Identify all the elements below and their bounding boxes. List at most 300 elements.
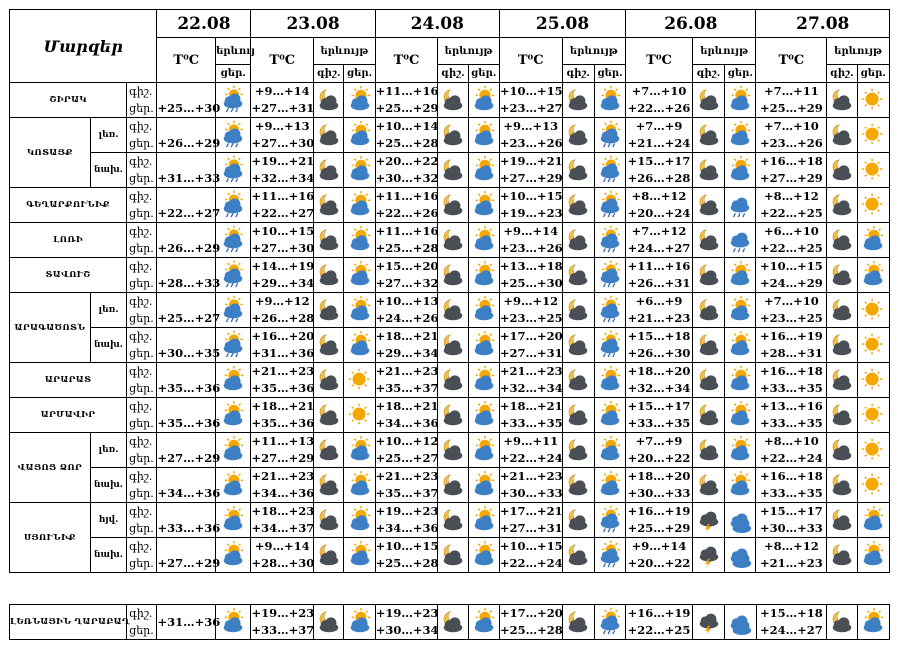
day-temp: +23…+26	[499, 241, 563, 255]
weather-icon-cell	[438, 605, 468, 640]
moon-cloud-icon	[565, 507, 591, 533]
temperature-cell	[626, 118, 693, 153]
weather-icon-cell	[827, 223, 857, 258]
sun-cloud-icon	[471, 437, 497, 463]
night-temp: +7…+9	[635, 119, 683, 133]
weather-icon-cell	[216, 468, 251, 503]
temperature-cell	[756, 605, 827, 640]
temperature-cell	[499, 433, 562, 468]
weather-icon-cell	[725, 503, 756, 538]
weather-icon-cell	[216, 363, 251, 398]
moon-cloud-icon	[565, 157, 591, 183]
sun-cloud-rain-icon	[220, 192, 246, 218]
day-temp: +30…+33	[499, 486, 563, 500]
phenomenon-header: երևույթ	[562, 38, 626, 65]
sun-cloud-icon	[727, 367, 753, 393]
time-of-day-label: գիշ. ցեր.	[127, 118, 157, 153]
weather-icon-cell	[594, 118, 625, 153]
time-of-day-label: գիշ. ցեր.	[127, 398, 157, 433]
night-temp: +15…+17	[627, 399, 691, 413]
night-temp: +19…+23	[375, 606, 439, 620]
day-temp: +25…+29	[627, 521, 691, 535]
thunderstorm-icon	[696, 542, 722, 568]
weather-icon-cell	[468, 605, 499, 640]
weather-icon-cell	[216, 398, 251, 433]
night-temp: +18…+20	[627, 469, 691, 483]
sun-cloud-icon	[347, 87, 373, 113]
moon-cloud-icon	[565, 542, 591, 568]
temperature-cell	[756, 118, 827, 153]
sun-icon	[860, 367, 886, 393]
day-temp: +27…+30	[251, 241, 315, 255]
weather-icon-cell	[438, 223, 468, 258]
day-subheader: ցեր.	[594, 65, 625, 83]
temperature-cell	[626, 223, 693, 258]
table-row	[10, 223, 890, 258]
moon-cloud-icon	[316, 122, 342, 148]
sun-cloud-icon	[597, 437, 623, 463]
weather-icon-cell	[438, 398, 468, 433]
day-temp: +19…+23	[499, 206, 563, 220]
sun-cloud-icon	[860, 507, 886, 533]
phenomenon-header: երևույթ	[438, 38, 500, 65]
sun-cloud-icon	[220, 507, 246, 533]
sun-cloud-icon	[727, 402, 753, 428]
time-of-day-label: գիշ. ցեր.	[127, 293, 157, 328]
sub-region-label: նախ.	[90, 328, 126, 363]
thunderstorm-icon	[696, 609, 722, 635]
sun-cloud-rain-icon	[597, 122, 623, 148]
moon-cloud-icon	[829, 609, 855, 635]
weather-icon-cell	[692, 118, 724, 153]
temperature-cell	[375, 605, 438, 640]
sun-cloud-rain-icon	[220, 227, 246, 253]
sun-icon	[860, 437, 886, 463]
weather-icon-cell	[692, 83, 724, 118]
sun-icon	[860, 297, 886, 323]
moon-cloud-icon	[440, 472, 466, 498]
region-name: ՍՅՈՒՆԻՔ	[10, 503, 91, 573]
weather-icon-cell	[725, 293, 756, 328]
temperature-cell	[756, 258, 827, 293]
sub-region-label: նախ.	[90, 153, 126, 188]
day-temp: +22…+24	[759, 451, 823, 465]
moon-cloud-icon	[696, 297, 722, 323]
weather-icon-cell	[857, 153, 890, 188]
temperature-cell	[756, 363, 827, 398]
night-temp: +15…+18	[760, 606, 823, 620]
moon-cloud-icon	[440, 262, 466, 288]
weather-icon-cell	[468, 538, 499, 573]
temperature-cell	[251, 258, 314, 293]
day-temp: +21…+23	[627, 311, 691, 325]
table-row	[10, 468, 890, 503]
day-temp: +24…+26	[375, 311, 439, 325]
weather-icon-cell	[725, 153, 756, 188]
temperature-cell: +28…+33	[157, 258, 216, 293]
temperature-cell	[756, 328, 827, 363]
moon-cloud-icon	[696, 87, 722, 113]
sun-cloud-icon	[727, 437, 753, 463]
weather-icon-cell	[438, 328, 468, 363]
weather-icon-cell	[725, 223, 756, 258]
weather-icon-cell	[725, 363, 756, 398]
weather-icon-cell	[562, 153, 594, 188]
sun-icon	[860, 332, 886, 358]
weather-icon-cell	[344, 83, 375, 118]
sun-icon	[860, 157, 886, 183]
region-name: ԱՐԱԳԱԾՈՏՆ	[10, 293, 91, 363]
weather-icon-cell	[216, 433, 251, 468]
weather-icon-cell	[692, 468, 724, 503]
moon-cloud-icon	[565, 87, 591, 113]
weather-icon-cell	[216, 503, 251, 538]
temperature-cell	[375, 258, 438, 293]
day-temp: +30…+33	[627, 486, 691, 500]
moon-cloud-icon	[696, 437, 722, 463]
cloud-rain-icon	[727, 227, 753, 253]
night-temp: +15…+17	[759, 504, 823, 518]
temperature-cell	[251, 118, 314, 153]
sun-cloud-rain-icon	[597, 332, 623, 358]
temperature-cell	[375, 503, 438, 538]
temperature-cell: +33…+36	[157, 503, 216, 538]
moon-cloud-icon	[829, 402, 855, 428]
temperature-cell	[756, 293, 827, 328]
night-temp: +10…+15	[375, 539, 439, 553]
sun-cloud-icon	[727, 332, 753, 358]
weather-icon-cell	[216, 153, 251, 188]
temperature-cell: +35…+36	[157, 398, 216, 433]
temperature-cell	[375, 468, 438, 503]
sun-cloud-rain-icon	[597, 262, 623, 288]
night-temp: +8…+12	[631, 189, 687, 203]
time-of-day-label: գիշ. ցեր.	[127, 188, 157, 223]
night-temp: +15…+20	[375, 259, 439, 273]
weather-icon-cell	[827, 468, 857, 503]
weather-icon-cell	[344, 328, 375, 363]
day-temp: +28…+31	[759, 346, 823, 360]
day-temp: +27…+31	[499, 521, 563, 535]
sun-cloud-rain-icon	[220, 297, 246, 323]
weather-icon-cell	[827, 83, 857, 118]
moon-cloud-icon	[316, 227, 342, 253]
temperature-cell	[375, 433, 438, 468]
night-temp: +11…+16	[375, 189, 439, 203]
temperature-cell	[756, 538, 827, 573]
day-temp: +26…+28	[251, 311, 315, 325]
sun-cloud-icon	[860, 227, 886, 253]
sun-cloud-icon	[347, 192, 373, 218]
table-row	[10, 293, 890, 328]
weather-icon-cell	[827, 153, 857, 188]
sun-cloud-icon	[220, 437, 246, 463]
weather-icon-cell	[857, 328, 890, 363]
sun-cloud-icon	[471, 472, 497, 498]
moon-cloud-icon	[316, 157, 342, 183]
weather-icon-cell	[314, 223, 344, 258]
temperature-cell: +35…+36	[157, 363, 216, 398]
region-name: ԼՈՌԻ	[10, 223, 127, 258]
day-temp: +32…+34	[499, 381, 563, 395]
sun-cloud-rain-icon	[220, 87, 246, 113]
temperature-cell	[375, 538, 438, 573]
sun-cloud-icon	[471, 87, 497, 113]
day-temp: +24…+27	[627, 241, 691, 255]
sun-cloud-icon	[471, 227, 497, 253]
sun-cloud-rain-icon	[220, 122, 246, 148]
day-temp: +25…+30	[499, 276, 563, 290]
day-temp: +22…+25	[627, 623, 691, 637]
weather-icon-cell	[827, 433, 857, 468]
weather-icon-cell	[468, 153, 499, 188]
moon-cloud-icon	[696, 472, 722, 498]
sun-cloud-rain-icon	[597, 227, 623, 253]
night-temp: +9…+11	[503, 434, 559, 448]
moon-cloud-icon	[440, 507, 466, 533]
day-temp: +23…+25	[499, 311, 563, 325]
cloud-icon	[727, 507, 753, 533]
night-temp: +8…+10	[763, 434, 819, 448]
weather-icon-cell	[468, 433, 499, 468]
day-subheader: ցեր.	[725, 65, 756, 83]
temperature-cell	[626, 538, 693, 573]
night-temp: +20…+22	[375, 154, 439, 168]
weather-icon-cell	[827, 503, 857, 538]
temperature-cell	[626, 328, 693, 363]
weather-icon-cell	[827, 328, 857, 363]
temperature-cell	[756, 433, 827, 468]
sun-cloud-icon	[347, 472, 373, 498]
time-of-day-label: գիշ. ցեր.	[127, 83, 157, 118]
moon-cloud-icon	[440, 87, 466, 113]
moon-cloud-icon	[829, 437, 855, 463]
day-temp: +22…+25	[759, 206, 823, 220]
temperature-cell	[499, 188, 562, 223]
region-name: ՏԱՎՈՒՇ	[10, 258, 127, 293]
moon-cloud-icon	[829, 262, 855, 288]
night-temp: +16…+19	[759, 329, 823, 343]
weather-icon-cell	[344, 605, 375, 640]
sun-cloud-icon	[471, 542, 497, 568]
night-temp: +11…+16	[375, 224, 439, 238]
weather-icon-cell	[344, 188, 375, 223]
temp-header: T⁰C	[375, 38, 438, 83]
sun-icon	[347, 367, 373, 393]
weather-icon-cell	[857, 468, 890, 503]
weather-icon-cell	[692, 398, 724, 433]
sun-cloud-rain-icon	[597, 507, 623, 533]
time-of-day-label: գիշ. ցեր.	[127, 223, 157, 258]
night-temp: +9…+14	[503, 224, 559, 238]
temperature-cell	[499, 363, 562, 398]
weather-icon-cell	[344, 258, 375, 293]
weather-icon-cell	[468, 293, 499, 328]
moon-cloud-icon	[696, 402, 722, 428]
weather-icon-cell	[594, 433, 625, 468]
day-temp: +27…+30	[251, 136, 315, 150]
sun-cloud-icon	[220, 472, 246, 498]
temperature-cell	[756, 153, 827, 188]
temperature-cell	[375, 153, 438, 188]
day-temp: +25…+28	[375, 556, 439, 570]
temperature-cell	[499, 258, 562, 293]
night-temp: +13…+18	[499, 259, 563, 273]
day-temp: +30…+33	[759, 521, 823, 535]
weather-icon-cell	[344, 503, 375, 538]
date-header: 22.08	[157, 10, 251, 38]
time-of-day-label: գիշ. ցեր.	[127, 258, 157, 293]
night-temp: +11…+13	[251, 434, 315, 448]
weather-icon-cell	[438, 118, 468, 153]
night-temp: +17…+20	[499, 329, 563, 343]
weather-icon-cell	[314, 398, 344, 433]
sun-icon	[860, 122, 886, 148]
temperature-cell	[626, 468, 693, 503]
day-temp: +29…+34	[375, 346, 439, 360]
weather-icon-cell	[594, 503, 625, 538]
moon-cloud-icon	[440, 192, 466, 218]
weather-icon-cell	[594, 605, 625, 640]
weather-icon-cell	[344, 433, 375, 468]
weather-icon-cell	[827, 398, 857, 433]
sun-cloud-icon	[727, 262, 753, 288]
moon-cloud-icon	[565, 402, 591, 428]
day-temp: +27…+31	[251, 101, 315, 115]
day-temp: +34…+37	[251, 521, 315, 535]
table-row	[10, 538, 890, 573]
weather-icon-cell	[438, 503, 468, 538]
night-temp: +15…+18	[627, 329, 691, 343]
weather-icon-cell	[827, 293, 857, 328]
moon-cloud-icon	[316, 332, 342, 358]
weather-icon-cell	[562, 538, 594, 573]
weather-icon-cell	[827, 605, 857, 640]
moon-cloud-icon	[440, 332, 466, 358]
time-of-day-label: գիշ. ցեր.	[127, 433, 157, 468]
night-temp: +18…+21	[499, 399, 563, 413]
region-name: ԼԵՌՆԱՅԻՆ ՂԱՐԱԲԱՂ	[10, 605, 127, 640]
weather-icon-cell	[562, 118, 594, 153]
temperature-cell: +25…+30	[157, 83, 216, 118]
sun-cloud-icon	[471, 332, 497, 358]
weather-icon-cell	[216, 258, 251, 293]
weather-icon-cell	[468, 118, 499, 153]
night-temp: +6…+10	[763, 224, 819, 238]
temperature-cell	[756, 468, 827, 503]
regions-header: Մարզեր	[10, 10, 157, 83]
sun-cloud-icon	[471, 262, 497, 288]
weather-icon-cell	[594, 83, 625, 118]
weather-icon-cell	[468, 188, 499, 223]
day-temp: +26…+31	[627, 276, 691, 290]
day-temp: +26…+28	[627, 171, 691, 185]
moon-cloud-icon	[829, 157, 855, 183]
temperature-cell: +27…+29	[157, 433, 216, 468]
weather-icon-cell	[725, 258, 756, 293]
temperature-cell	[626, 258, 693, 293]
weather-icon-cell	[314, 468, 344, 503]
sun-icon	[860, 192, 886, 218]
temperature-cell	[499, 118, 562, 153]
day-temp: +21…+23	[759, 556, 823, 570]
day-temp: +27…+29	[251, 451, 315, 465]
moon-cloud-icon	[696, 227, 722, 253]
night-temp: +10…+13	[375, 294, 439, 308]
night-temp: +16…+18	[759, 154, 823, 168]
temperature-cell	[375, 293, 438, 328]
weather-icon-cell	[344, 468, 375, 503]
weather-icon-cell	[857, 538, 890, 573]
night-temp: +16…+19	[627, 606, 691, 620]
weather-icon-cell	[692, 503, 724, 538]
temp-header: T⁰C	[157, 38, 216, 83]
phenomenon-header: երևույթ	[314, 38, 376, 65]
day-temp: +34…+36	[375, 521, 439, 535]
day-subheader: ցեր.	[468, 65, 499, 83]
weather-icon-cell	[725, 83, 756, 118]
cloud-icon	[727, 542, 753, 568]
weather-icon-cell	[594, 363, 625, 398]
date-header: 27.08	[756, 10, 890, 38]
night-temp: +10…+14	[375, 119, 439, 133]
temperature-cell	[626, 433, 693, 468]
weather-icon-cell	[725, 433, 756, 468]
night-temp: +9…+14	[631, 539, 687, 553]
weather-icon-cell	[594, 398, 625, 433]
region-name: ԱՐՄԱՎԻՐ	[10, 398, 127, 433]
weather-icon-cell	[594, 223, 625, 258]
weather-icon-cell	[594, 293, 625, 328]
temperature-cell	[499, 538, 562, 573]
weather-icon-cell	[857, 293, 890, 328]
sun-cloud-rain-icon	[220, 262, 246, 288]
day-temp: +20…+22	[627, 556, 691, 570]
day-temp: +24…+27	[760, 623, 823, 637]
weather-icon-cell	[438, 83, 468, 118]
day-temp: +33…+35	[499, 416, 563, 430]
temperature-cell	[251, 433, 314, 468]
temperature-cell	[251, 538, 314, 573]
weather-icon-cell	[857, 118, 890, 153]
moon-cloud-icon	[565, 367, 591, 393]
temperature-cell	[626, 363, 693, 398]
sun-cloud-icon	[471, 122, 497, 148]
weather-icon-cell	[468, 328, 499, 363]
weather-icon-cell	[827, 118, 857, 153]
date-header: 25.08	[499, 10, 625, 38]
moon-cloud-icon	[316, 437, 342, 463]
temperature-cell: +27…+29	[157, 538, 216, 573]
weather-icon-cell	[216, 605, 251, 640]
moon-cloud-icon	[440, 367, 466, 393]
day-temp: +27…+29	[759, 171, 823, 185]
temperature-cell	[626, 188, 693, 223]
temp-header: T⁰C	[626, 38, 693, 83]
day-temp: +34…+36	[375, 416, 439, 430]
day-temp: +35…+37	[375, 381, 439, 395]
sun-cloud-icon	[860, 262, 886, 288]
weather-icon-cell	[857, 433, 890, 468]
moon-cloud-icon	[440, 157, 466, 183]
day-temp: +26…+30	[627, 346, 691, 360]
weather-icon-cell	[725, 605, 756, 640]
phenomenon-header: երևույթ	[827, 38, 890, 65]
day-temp: +22…+24	[499, 556, 563, 570]
day-temp: +35…+36	[251, 416, 315, 430]
weather-icon-cell	[344, 398, 375, 433]
moon-cloud-icon	[696, 332, 722, 358]
